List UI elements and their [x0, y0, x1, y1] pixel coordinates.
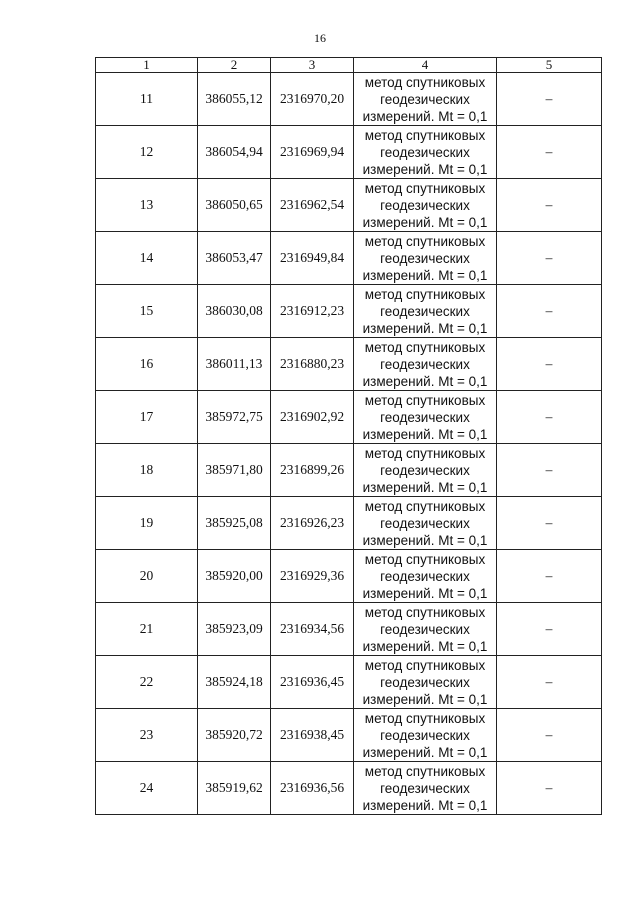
point-number-cell: 18	[96, 444, 198, 497]
method-line: измерений. Mt = 0,1	[362, 320, 488, 336]
point-number-cell: 16	[96, 338, 198, 391]
method-cell	[354, 444, 497, 497]
x-coordinate-cell: 385925,08	[198, 497, 271, 550]
method-line: геодезических	[380, 250, 470, 266]
method-line: геодезических	[380, 568, 470, 584]
table-row	[96, 656, 602, 709]
method-line: геодезических	[380, 674, 470, 690]
method-line: геодезических	[380, 780, 470, 796]
note-cell: –	[497, 391, 602, 444]
note-cell: –	[497, 497, 602, 550]
method-line: измерений. Mt = 0,1	[362, 744, 488, 760]
x-coordinate-cell: 385919,62	[198, 762, 271, 815]
method-line: геодезических	[380, 409, 470, 425]
point-number-cell: 11	[96, 73, 198, 126]
note-cell: –	[497, 656, 602, 709]
page-number: 16	[314, 31, 326, 45]
column-header-method: 4	[354, 58, 497, 73]
x-coordinate-cell: 386011,13	[198, 338, 271, 391]
note-cell: –	[497, 338, 602, 391]
method-line: измерений. Mt = 0,1	[362, 214, 488, 230]
method-line: измерений. Mt = 0,1	[362, 373, 488, 389]
x-coordinate-cell: 386050,65	[198, 179, 271, 232]
note-cell: –	[497, 126, 602, 179]
method-line: метод спутниковых	[364, 657, 486, 673]
table-row	[96, 497, 602, 550]
y-coordinate-cell: 2316962,54	[271, 179, 354, 232]
method-line: метод спутниковых	[364, 551, 486, 567]
method-cell	[354, 550, 497, 603]
point-number-cell: 19	[96, 497, 198, 550]
y-coordinate-cell: 2316912,23	[271, 285, 354, 338]
x-coordinate-cell: 386053,47	[198, 232, 271, 285]
y-coordinate-cell: 2316934,56	[271, 603, 354, 656]
y-coordinate-cell: 2316926,23	[271, 497, 354, 550]
method-line: метод спутниковых	[364, 233, 486, 249]
method-line: измерений. Mt = 0,1	[362, 479, 488, 495]
method-line: метод спутниковых	[364, 339, 486, 355]
note-cell: –	[497, 762, 602, 815]
point-number-cell: 17	[96, 391, 198, 444]
method-line: геодезических	[380, 462, 470, 478]
table-row	[96, 232, 602, 285]
method-line: метод спутниковых	[364, 445, 486, 461]
method-line: геодезических	[380, 621, 470, 637]
point-number-cell: 21	[96, 603, 198, 656]
method-line: метод спутниковых	[364, 127, 486, 143]
method-line: метод спутниковых	[364, 286, 486, 302]
method-line: метод спутниковых	[364, 763, 486, 779]
method-line: метод спутниковых	[364, 392, 486, 408]
table-row	[96, 762, 602, 815]
method-line: измерений. Mt = 0,1	[362, 691, 488, 707]
note-cell: –	[497, 603, 602, 656]
method-line: метод спутниковых	[364, 180, 486, 196]
table-row	[96, 391, 602, 444]
point-number-cell: 23	[96, 709, 198, 762]
table-row	[96, 73, 602, 126]
point-number-cell: 24	[96, 762, 198, 815]
method-line: геодезических	[380, 197, 470, 213]
method-cell	[354, 497, 497, 550]
y-coordinate-cell: 2316936,45	[271, 656, 354, 709]
note-cell: –	[497, 709, 602, 762]
method-line: геодезических	[380, 727, 470, 743]
method-cell	[354, 126, 497, 179]
method-cell	[354, 391, 497, 444]
y-coordinate-cell: 2316969,94	[271, 126, 354, 179]
method-cell	[354, 709, 497, 762]
x-coordinate-cell: 385920,72	[198, 709, 271, 762]
method-cell	[354, 603, 497, 656]
x-coordinate-cell: 385924,18	[198, 656, 271, 709]
point-number-cell: 13	[96, 179, 198, 232]
x-coordinate-cell: 385923,09	[198, 603, 271, 656]
note-cell: –	[497, 179, 602, 232]
note-cell: –	[497, 444, 602, 497]
method-cell	[354, 338, 497, 391]
method-line: метод спутниковых	[364, 498, 486, 514]
y-coordinate-cell: 2316899,26	[271, 444, 354, 497]
method-line: геодезических	[380, 303, 470, 319]
table-row	[96, 285, 602, 338]
x-coordinate-cell: 385972,75	[198, 391, 271, 444]
point-number-cell: 15	[96, 285, 198, 338]
point-number-cell: 20	[96, 550, 198, 603]
table-row	[96, 603, 602, 656]
method-line: измерений. Mt = 0,1	[362, 532, 488, 548]
method-line: измерений. Mt = 0,1	[362, 585, 488, 601]
method-cell	[354, 762, 497, 815]
y-coordinate-cell: 2316970,20	[271, 73, 354, 126]
y-coordinate-cell: 2316902,92	[271, 391, 354, 444]
method-cell	[354, 73, 497, 126]
table-row	[96, 126, 602, 179]
x-coordinate-cell: 386055,12	[198, 73, 271, 126]
method-line: измерений. Mt = 0,1	[362, 426, 488, 442]
point-number-cell: 12	[96, 126, 198, 179]
table-header-row	[96, 58, 602, 73]
table-row	[96, 550, 602, 603]
method-line: геодезических	[380, 515, 470, 531]
note-cell: –	[497, 73, 602, 126]
table-row	[96, 338, 602, 391]
coordinates-table	[95, 57, 602, 815]
y-coordinate-cell: 2316936,56	[271, 762, 354, 815]
method-line: измерений. Mt = 0,1	[362, 161, 488, 177]
x-coordinate-cell: 386054,94	[198, 126, 271, 179]
y-coordinate-cell: 2316929,36	[271, 550, 354, 603]
note-cell: –	[497, 232, 602, 285]
method-line: измерений. Mt = 0,1	[362, 267, 488, 283]
method-line: измерений. Mt = 0,1	[362, 638, 488, 654]
point-number-cell: 14	[96, 232, 198, 285]
note-cell: –	[497, 285, 602, 338]
method-line: метод спутниковых	[364, 74, 486, 90]
note-cell: –	[497, 550, 602, 603]
column-header-note: 5	[497, 58, 602, 73]
y-coordinate-cell: 2316938,45	[271, 709, 354, 762]
method-line: геодезических	[380, 144, 470, 160]
method-line: метод спутниковых	[364, 710, 486, 726]
y-coordinate-cell: 2316949,84	[271, 232, 354, 285]
column-header-y: 3	[271, 58, 354, 73]
method-cell	[354, 232, 497, 285]
column-header-point-number: 1	[96, 58, 198, 73]
method-line: измерений. Mt = 0,1	[362, 797, 488, 813]
method-cell	[354, 656, 497, 709]
table-row	[96, 179, 602, 232]
point-number-cell: 22	[96, 656, 198, 709]
column-header-x: 2	[198, 58, 271, 73]
method-line: метод спутниковых	[364, 604, 486, 620]
method-cell	[354, 285, 497, 338]
x-coordinate-cell: 386030,08	[198, 285, 271, 338]
table-row	[96, 709, 602, 762]
x-coordinate-cell: 385920,00	[198, 550, 271, 603]
method-line: геодезических	[380, 356, 470, 372]
method-cell	[354, 179, 497, 232]
method-line: измерений. Mt = 0,1	[362, 108, 488, 124]
method-line: геодезических	[380, 91, 470, 107]
y-coordinate-cell: 2316880,23	[271, 338, 354, 391]
x-coordinate-cell: 385971,80	[198, 444, 271, 497]
table-row	[96, 444, 602, 497]
